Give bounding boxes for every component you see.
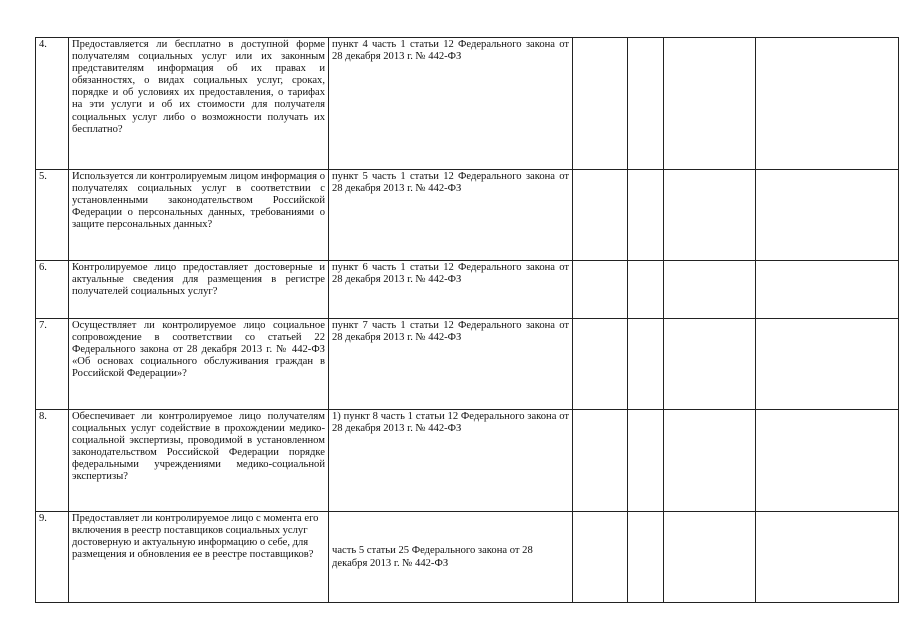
question-cell: Контролируемое лицо предоставляет достоверные и актуальные сведения для размещения в регистре получателей социальных услуг? [69,261,329,319]
empty-cell [756,261,899,319]
empty-cell [573,38,628,170]
empty-cell [756,319,899,410]
legal-reference-cell: пункт 4 часть 1 статьи 12 Федерального закона от 28 декабря 2013 г. № 442-ФЗ [329,38,573,170]
row-number: 9. [36,512,69,603]
empty-cell [573,410,628,512]
empty-cell [628,170,664,261]
empty-cell [664,261,756,319]
checklist-table [35,37,899,603]
question-cell: Осуществляет ли контролируемое лицо социальное сопровождение в соответствии со статьей 22 Федерального закона от 28 декабря 2013 г. № 442-ФЗ «Об основах социального обслуживания граждан в Российской Федерации»? [69,319,329,410]
empty-cell [628,261,664,319]
table-row [36,410,899,512]
empty-cell [628,410,664,512]
empty-cell [756,410,899,512]
table-row [36,512,899,603]
row-number: 7. [36,319,69,410]
question-cell: Обеспечивает ли контролируемое лицо получателям социальных услуг содействие в прохождении медико-социальной экспертизы, проводимой в установленном законодательством Российской Федерации порядке федеральными учреждениями медико-социальной экспертизы? [69,410,329,512]
empty-cell [628,38,664,170]
legal-reference-cell: часть 5 статьи 25 Федерального закона от 28 декабря 2013 г. № 442-ФЗ [329,512,573,603]
legal-reference-cell: 1) пункт 8 часть 1 статьи 12 Федерального закона от 28 декабря 2013 г. № 442-ФЗ [329,410,573,512]
empty-cell [756,170,899,261]
empty-cell [573,319,628,410]
empty-cell [628,512,664,603]
empty-cell [573,261,628,319]
row-number: 6. [36,261,69,319]
empty-cell [664,319,756,410]
legal-reference-cell: пункт 7 часть 1 статьи 12 Федерального закона от 28 декабря 2013 г. № 442-ФЗ [329,319,573,410]
table-row [36,38,899,170]
question-cell: Используется ли контролируемым лицом информация о получателях социальных услуг в соответствии с установленными законодательством Российской Федерации о персональных данных, требованиями о защите персональных данных? [69,170,329,261]
table-row [36,261,899,319]
empty-cell [664,170,756,261]
empty-cell [664,512,756,603]
empty-cell [573,170,628,261]
empty-cell [756,38,899,170]
empty-cell [664,38,756,170]
table-row [36,319,899,410]
row-number: 4. [36,38,69,170]
legal-reference-cell: пункт 6 часть 1 статьи 12 Федерального закона от 28 декабря 2013 г. № 442-ФЗ [329,261,573,319]
question-cell: Предоставляется ли бесплатно в доступной форме получателям социальных услуг или их законным представителям информация об их правах и обязанностях, о видах социальных услуг, сроках, порядке и об условиях их предоставления, о тарифах на эти услуги и об их стоимости для получателя социальных услуг либо о возможности получать их бесплатно? [69,38,329,170]
empty-cell [573,512,628,603]
empty-cell [756,512,899,603]
table-row [36,170,899,261]
empty-cell [628,319,664,410]
legal-reference-cell: пункт 5 часть 1 статьи 12 Федерального закона от 28 декабря 2013 г. № 442-ФЗ [329,170,573,261]
row-number: 8. [36,410,69,512]
row-number: 5. [36,170,69,261]
question-cell: Предоставляет ли контролируемое лицо с момента его включения в реестр поставщиков социальных услуг достоверную и актуальную информацию о себе, для размещения и обновления ее в реестре поставщиков? [69,512,329,603]
empty-cell [664,410,756,512]
